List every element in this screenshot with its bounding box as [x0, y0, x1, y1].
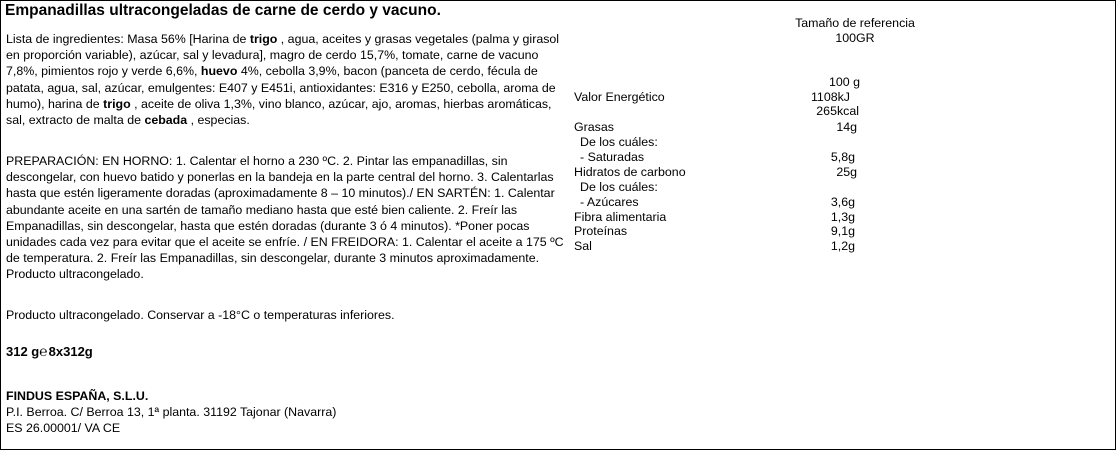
- fibre-label: Fibra alimentaria: [574, 210, 667, 224]
- fat-label: Grasas: [574, 120, 614, 134]
- ingredients-text: , especias.: [187, 113, 250, 128]
- sugars-label: - Azúcares: [580, 195, 639, 209]
- allergen-barley: cebada: [144, 113, 188, 128]
- company-info: [6, 388, 336, 437]
- health-registry: ES 26.00001/ VA CE: [6, 421, 121, 436]
- energy-kj-value: 1108kJ: [810, 90, 850, 104]
- saturated-value: 5,8g: [830, 150, 855, 164]
- of-which-label: De los cuáles:: [580, 135, 658, 149]
- carbs-value: 25g: [836, 165, 857, 179]
- ingredients-text: Lista de ingredientes: Masa 56% [Harina de: [6, 32, 250, 46]
- energy-kcal-value: 265kcal: [816, 104, 859, 118]
- allergen-wheat: trigo: [103, 96, 131, 111]
- ingredients-list: [6, 31, 566, 128]
- preparation-instructions: PREPARACIÓN: EN HORNO: 1. Calentar el horno a 230 ºC. 2. Pintar las empanadillas, sin descongelar, con huevo batido y ponerlas en la bandeja en la parte central del horno. 3. Calentarlas hasta que estén ligeramente doradas (aproximadamente 8 – 10 minutos)./ EN SARTÉN: 1. Calentar abundante aceite en una sartén de tamaño mediano hasta que esté bien caliente. 2. Freír las Empanadillas, sin descongelar, hasta que estén doradas (durante 3 ó 4 minutos). *Poner pocas unidades cada vez para evitar que el aceite se enfríe. / EN FREIDORA: 1. Calentar el aceite a 175 ºC de temperatura. 2. Freír las Empanadillas, sin descongelar, durante 3 minutos aproximadamente.: [6, 154, 564, 266]
- ingredients-text: , agua, aceites y grasas vegetales (palma y girasol en proporción variable), azúcar, sal y levadura], magro de cerdo 15,7%, tomate, carne de vacuno 7,8%, pimientos rojo y verde 6,6%,: [6, 32, 560, 79]
- estimated-sign-icon: ℮: [39, 343, 48, 359]
- storage-instructions: Producto ultracongelado. Conservar a -18°C o temperaturas inferiores.: [6, 308, 395, 322]
- ingredients-text: 4%, cebolla 3,9%, bacon (panceta de cerdo, fécula de patata, agua, sal, azúcar, emulgentes: E407 y E451i, antioxidantes: E316 y E250, cebolla, aroma de humo), harina de: [6, 64, 556, 111]
- protein-value: 9,1g: [830, 224, 855, 238]
- protein-label: Proteínas: [574, 224, 628, 238]
- saturated-label: - Saturadas: [580, 150, 645, 164]
- per-100g-header: 100 g: [828, 75, 860, 89]
- of-which-label: De los cuáles:: [580, 180, 658, 194]
- company-name: FINDUS ESPAÑA, S.L.U.: [6, 389, 149, 403]
- sugars-value: 3,6g: [830, 195, 855, 209]
- pack-size: 8x312g: [48, 344, 93, 359]
- net-weight: 312 g: [6, 344, 40, 359]
- allergen-wheat: trigo: [249, 32, 278, 46]
- allergen-egg: huevo: [200, 64, 238, 79]
- salt-value: 1,2g: [830, 239, 855, 253]
- reference-size-value: 100GR: [835, 31, 875, 45]
- reference-size-label: Tamaño de referencia: [795, 16, 915, 30]
- energy-label: Valor Energético: [574, 90, 665, 104]
- product-title: Empanadillas ultracongeladas de carne de cerdo y vacuno.: [5, 2, 441, 19]
- net-quantity: [6, 343, 93, 359]
- fat-value: 14g: [836, 120, 857, 134]
- preparation-block: [6, 153, 566, 283]
- fibre-value: 1,3g: [830, 210, 855, 224]
- company-address: P.I. Berroa. C/ Berroa 13, 1ª planta. 31192 Tajonar (Navarra): [6, 405, 337, 420]
- ingredients-text: , aceite de oliva 1,3%, vino blanco, azúcar, ajo, aromas, hierbas aromáticas, sal, extracto de malta de: [6, 96, 552, 128]
- carbs-label: Hidratos de carbono: [574, 165, 686, 179]
- frozen-note: Producto ultracongelado.: [6, 267, 144, 282]
- salt-label: Sal: [574, 239, 592, 253]
